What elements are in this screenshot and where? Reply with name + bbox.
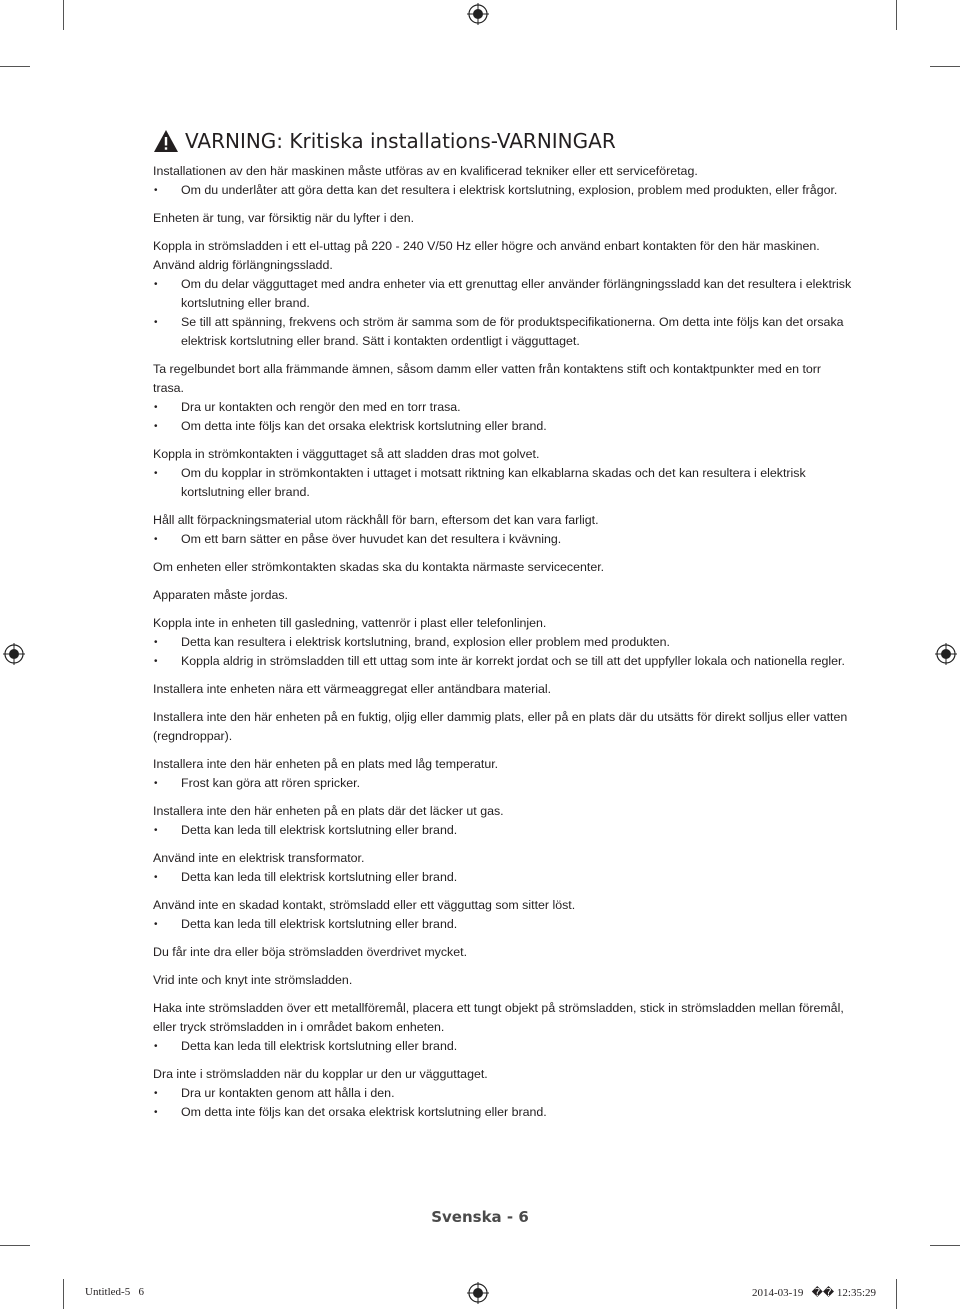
bullet-dot-icon: • xyxy=(154,919,158,930)
bullet-item xyxy=(153,275,853,313)
bullet-dot-icon: • xyxy=(154,421,158,432)
crop-mark-top-right xyxy=(896,0,897,30)
section-heading xyxy=(153,129,616,153)
bullet-text: Detta kan resultera i elektrisk kortslutning, brand, explosion eller problem med produkten. xyxy=(181,635,670,649)
paragraph-spacer xyxy=(153,793,853,802)
bullet-text: Frost kan göra att rören spricker. xyxy=(181,776,361,790)
bullet-item xyxy=(153,915,853,934)
paragraph-spacer xyxy=(153,962,853,971)
bullet-text: Om ett barn sätter en påse över huvudet kan det resultera i kvävning. xyxy=(181,532,562,546)
crop-mark-left-upper xyxy=(0,66,30,67)
paragraph-spacer xyxy=(153,934,853,943)
warning-content xyxy=(153,162,853,1122)
paragraph: Installera inte den här enheten på en fuktig, oljig eller dammig plats, eller på en plats där du utsätts för direkt solljus eller vatten (regndroppar). xyxy=(153,710,848,743)
paragraph-spacer xyxy=(153,502,853,511)
crop-mark-left-lower xyxy=(0,1245,30,1246)
crop-mark-right-upper xyxy=(930,66,960,67)
paragraph-spacer xyxy=(153,605,853,614)
registration-mark-icon xyxy=(3,643,25,665)
print-slug-left: Untitled-5 6 xyxy=(85,1286,144,1298)
paragraph: Haka inte strömsladden över ett metallföremål, placera ett tungt objekt på strömsladden, stick in strömsladden mellan föremål, eller tryck strömsladden in i området bakom enheten. xyxy=(153,1001,844,1034)
bullet-item xyxy=(153,652,853,671)
bullet-dot-icon: • xyxy=(154,534,158,545)
paragraph: Koppla in strömkontakten i vägguttaget så att sladden dras mot golvet. xyxy=(153,447,540,461)
paragraph: Du får inte dra eller böja strömsladden överdrivet mycket. xyxy=(153,945,468,959)
paragraph: Installationen av den här maskinen måste utföras av en kvalificerad tekniker eller ett serviceföretag. xyxy=(153,164,698,178)
bullet-text: Om detta inte följs kan det orsaka elektrisk kortslutning eller brand. xyxy=(181,1105,547,1119)
bullet-item xyxy=(153,868,853,887)
bullet-item xyxy=(153,530,853,549)
paragraph: Använd inte en elektrisk transformator. xyxy=(153,851,365,865)
bullet-text: Om du underlåter att göra detta kan det resultera i elektrisk kortslutning, explosion, problem med produkten, eller frågor. xyxy=(181,183,838,197)
bullet-text: Detta kan leda till elektrisk kortslutning eller brand. xyxy=(181,823,458,837)
bullet-item xyxy=(153,417,853,436)
bullet-text: Koppla aldrig in strömsladden till ett uttag som inte är korrekt jordat och se till att det uppfyller lokala och nationella regler. xyxy=(181,654,845,668)
bullet-item xyxy=(153,464,853,502)
paragraph: Håll allt förpackningsmaterial utom räckhåll för barn, eftersom det kan vara farligt. xyxy=(153,513,599,527)
paragraph-spacer xyxy=(153,436,853,445)
paragraph-spacer xyxy=(153,699,853,708)
bullet-dot-icon: • xyxy=(154,279,158,290)
bullet-item xyxy=(153,821,853,840)
warning-triangle-icon xyxy=(153,129,179,153)
bullet-text: Om detta inte följs kan det orsaka elektrisk kortslutning eller brand. xyxy=(181,419,547,433)
bullet-item xyxy=(153,1103,853,1122)
section-title: VARNING: Kritiska installations-VARNINGAR xyxy=(185,129,616,153)
registration-mark-icon xyxy=(935,643,957,665)
paragraph-spacer xyxy=(153,549,853,558)
paragraph: Installera inte den här enheten på en plats där det läcker ut gas. xyxy=(153,804,504,818)
bullet-dot-icon: • xyxy=(154,656,158,667)
paragraph-spacer xyxy=(153,1056,853,1065)
bullet-dot-icon: • xyxy=(154,1088,158,1099)
bullet-dot-icon: • xyxy=(154,637,158,648)
paragraph: Enheten är tung, var försiktig när du lyfter i den. xyxy=(153,211,415,225)
bullet-item xyxy=(153,181,853,200)
bullet-dot-icon: • xyxy=(154,872,158,883)
paragraph: Använd inte en skadad kontakt, strömsladd eller ett vägguttag som sitter löst. xyxy=(153,898,576,912)
paragraph: Koppla in strömsladden i ett el-uttag på 220 - 240 V/50 Hz eller högre och använd enbart kontakten för den här maskinen. Använd aldrig förlängningssladd. xyxy=(153,239,820,272)
paragraph-spacer xyxy=(153,671,853,680)
bullet-text: Se till att spänning, frekvens och ström är samma som de för produktspecifikationerna. Om detta inte följs kan det orsaka elektrisk kortslutning eller brand. Sätt i kontakten ordentligt i vägguttaget. xyxy=(181,315,844,348)
paragraph: Om enheten eller strömkontakten skadas ska du kontakta närmaste servicecenter. xyxy=(153,560,605,574)
bullet-dot-icon: • xyxy=(154,825,158,836)
bullet-text: Detta kan leda till elektrisk kortslutning eller brand. xyxy=(181,870,458,884)
bullet-item xyxy=(153,1084,853,1103)
paragraph-spacer xyxy=(153,577,853,586)
bullet-dot-icon: • xyxy=(154,1107,158,1118)
bullet-text: Om du kopplar in strömkontakten i uttaget i motsatt riktning kan elkablarna skadas och det kan resultera i elektrisk kortslutning eller brand. xyxy=(181,466,806,499)
paragraph: Vrid inte och knyt inte strömsladden. xyxy=(153,973,353,987)
paragraph: Ta regelbundet bort alla främmande ämnen, såsom damm eller vatten från kontaktens stift och kontaktpunkter med en torr trasa. xyxy=(153,362,822,395)
bullet-text: Detta kan leda till elektrisk kortslutning eller brand. xyxy=(181,917,458,931)
bullet-dot-icon: • xyxy=(154,778,158,789)
crop-mark-bottom-right xyxy=(896,1279,897,1309)
bullet-dot-icon: • xyxy=(154,185,158,196)
page-number-label: Svenska - 6 xyxy=(431,1208,529,1226)
bullet-item xyxy=(153,633,853,652)
bullet-dot-icon: • xyxy=(154,402,158,413)
bullet-text: Dra ur kontakten genom att hålla i den. xyxy=(181,1086,395,1100)
paragraph: Dra inte i strömsladden när du kopplar ur den ur vägguttaget. xyxy=(153,1067,488,1081)
paragraph-spacer xyxy=(153,351,853,360)
bullet-text: Om du delar vägguttaget med andra enheter via ett grenuttag eller använder förlängningssladd kan det resultera i elektrisk kortslutning eller brand. xyxy=(181,277,852,310)
paragraph: Installera inte enheten nära ett värmeaggregat eller antändbara material. xyxy=(153,682,552,696)
bullet-item xyxy=(153,398,853,417)
paragraph-spacer xyxy=(153,840,853,849)
bullet-item xyxy=(153,774,853,793)
paragraph-spacer xyxy=(153,990,853,999)
bullet-text: Dra ur kontakten och rengör den med en torr trasa. xyxy=(181,400,461,414)
bullet-item xyxy=(153,1037,853,1056)
bullet-text: Detta kan leda till elektrisk kortslutning eller brand. xyxy=(181,1039,458,1053)
paragraph-spacer xyxy=(153,746,853,755)
paragraph: Installera inte den här enheten på en plats med låg temperatur. xyxy=(153,757,499,771)
bullet-dot-icon: • xyxy=(154,468,158,479)
paragraph-spacer xyxy=(153,228,853,237)
paragraph: Koppla inte in enheten till gasledning, vattenrör i plast eller telefonlinjen. xyxy=(153,616,547,630)
registration-mark-icon xyxy=(467,1282,489,1304)
bullet-dot-icon: • xyxy=(154,1041,158,1052)
bullet-item xyxy=(153,313,853,351)
paragraph: Apparaten måste jordas. xyxy=(153,588,288,602)
registration-mark-icon xyxy=(467,3,489,25)
print-slug-right: 2014-03-19 �� 12:35:29 xyxy=(752,1287,876,1299)
crop-mark-top-left xyxy=(63,0,64,30)
crop-mark-right-lower xyxy=(930,1245,960,1246)
paragraph-spacer xyxy=(153,200,853,209)
bullet-dot-icon: • xyxy=(154,317,158,328)
crop-mark-bottom-left xyxy=(63,1279,64,1309)
paragraph-spacer xyxy=(153,887,853,896)
